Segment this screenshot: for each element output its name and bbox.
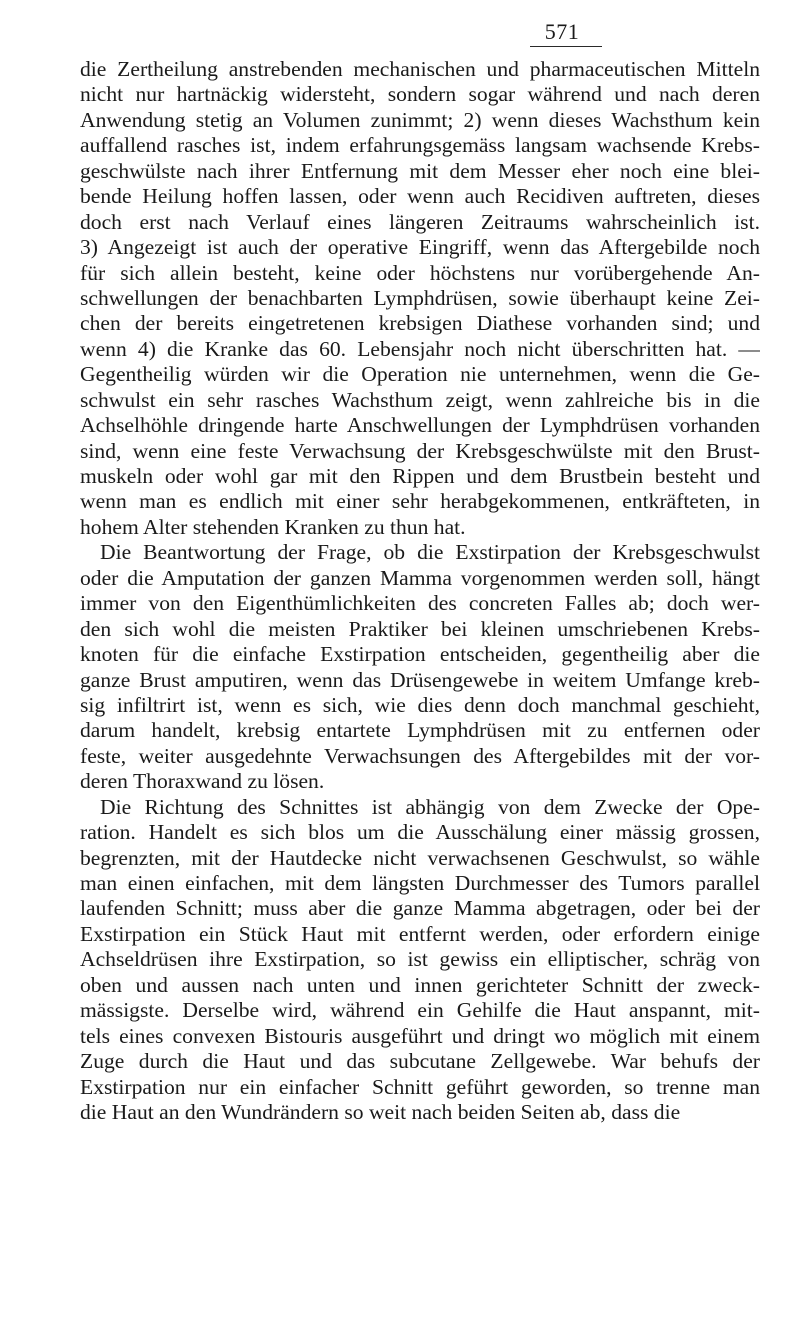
text-line: die Zertheilung anstrebenden mechanischen und pharmaceutischen Mitteln [80,57,760,81]
text-line: sind, wenn eine feste Verwachsung der Krebsgeschwülste mit den Brust- [80,438,760,463]
text-line: Achselhöhle dringende harte Anschwellungen der Lymphdrüsen vorhanden [80,413,760,438]
page-number-underline [530,46,602,47]
text-line: feste, weiter ausgedehnte Verwachsungen des Aftergebildes mit der vor- [80,743,760,768]
text-line: muskeln oder wohl gar mit den Rippen und dem Brustbein besteht und [80,464,760,488]
text-line: deren Thoraxwand zu lösen. [80,769,325,794]
body-text [80,57,760,1125]
text-line: wenn man es endlich mit einer sehr herabgekommenen, entkräfteten, in [80,489,760,514]
text-line: ganze Brust amputiren, wenn das Drüsengewebe in weitem Umfange kreb- [80,667,760,692]
paragraph [80,57,760,540]
text-line: mässigste. Derselbe wird, während ein Gehilfe die Haut anspannt, mit- [80,998,760,1023]
text-line: darum handelt, krebsig entartete Lymphdrüsen mit zu entfernen oder [80,718,760,743]
text-line: Gegentheilig würden wir die Operation nie unternehmen, wenn die Ge- [80,362,760,387]
text-line: Exstirpation nur ein einfacher Schnitt geführt geworden, so trenne man [80,1074,760,1099]
text-line: für sich allein besteht, keine oder höchstens nur vorübergehende An- [80,260,760,285]
text-line: doch erst nach Verlauf eines längeren Zeitraums wahrscheinlich ist. [80,209,760,234]
text-line: man einen einfachen, mit dem längsten Durchmesser des Tumors parallel [80,871,760,895]
text-line: wenn 4) die Kranke das 60. Lebensjahr noch nicht überschritten hat. — [80,336,760,361]
text-line: 3) Angezeigt ist auch der operative Eingriff, wenn das Aftergebilde noch [80,235,760,260]
text-line: sig infiltrirt ist, wenn es sich, wie dies denn doch manchmal geschieht, [80,692,760,717]
text-line: geschwülste nach ihrer Entfernung mit dem Messer eher noch eine blei- [80,158,760,183]
text-line: begrenzten, mit der Hautdecke nicht verwachsenen Geschwulst, so wähle [80,845,760,870]
text-line: tels eines convexen Bistouris ausgeführt und dringt wo möglich mit einem [80,1023,760,1048]
text-line: Zuge durch die Haut und das subcutane Zellgewebe. War behufs der [80,1049,760,1074]
text-line: die Haut an den Wundrändern so weit nach beiden Seiten ab, dass die [80,1099,681,1124]
text-line: knoten für die einfache Exstirpation entscheiden, gegentheilig aber die [80,642,760,667]
text-line: bende Heilung hoffen lassen, oder wenn auch Recidiven auftreten, dieses [80,184,760,209]
text-line: immer von den Eigenthümlichkeiten des concreten Falles ab; doch wer- [80,591,760,616]
text-line: laufenden Schnitt; muss aber die ganze Mamma abgetragen, oder bei der [80,896,760,921]
text-line: Achseldrüsen ihre Exstirpation, so ist gewiss ein elliptischer, schräg von [80,947,760,972]
text-line: nicht nur hartnäckig widersteht, sondern sogar während und nach deren [80,82,760,107]
text-line: oder die Amputation der ganzen Mamma vorgenommen werden soll, hängt [80,565,760,590]
page-number: 571 [544,19,580,44]
text-line: schwellungen der benachbarten Lymphdrüsen, sowie überhaupt keine Zei- [80,285,760,310]
text-line: chen der bereits eingetretenen krebsigen Diathese vorhanden sind; und [80,311,760,336]
text-line: oben und aussen nach unten und innen gerichteter Schnitt der zweck- [80,972,760,997]
paragraph [80,795,760,1126]
text-line: Die Beantwortung der Frage, ob die Exstirpation der Krebsgeschwulst [100,540,760,565]
paragraph [80,540,760,794]
text-line: Die Richtung des Schnittes ist abhängig von dem Zwecke der Ope- [100,794,760,819]
text-line: Exstirpation ein Stück Haut mit entfernt werden, oder erfordern einige [80,921,760,946]
text-line: den sich wohl die meisten Praktiker bei kleinen umschriebenen Krebs- [80,616,760,641]
text-line: hohem Alter stehenden Kranken zu thun hat. [80,514,466,539]
text-line: ration. Handelt es sich blos um die Ausschälung einer mässig grossen, [80,820,760,845]
text-line: Anwendung stetig an Volumen zunimmt; 2) wenn dieses Wachsthum kein [80,107,760,132]
text-line: schwulst ein sehr rasches Wachsthum zeigt, wenn zahlreiche bis in die [80,387,760,412]
text-line: auffallend rasches ist, indem erfahrungsgemäss langsam wachsende Krebs- [80,133,760,158]
